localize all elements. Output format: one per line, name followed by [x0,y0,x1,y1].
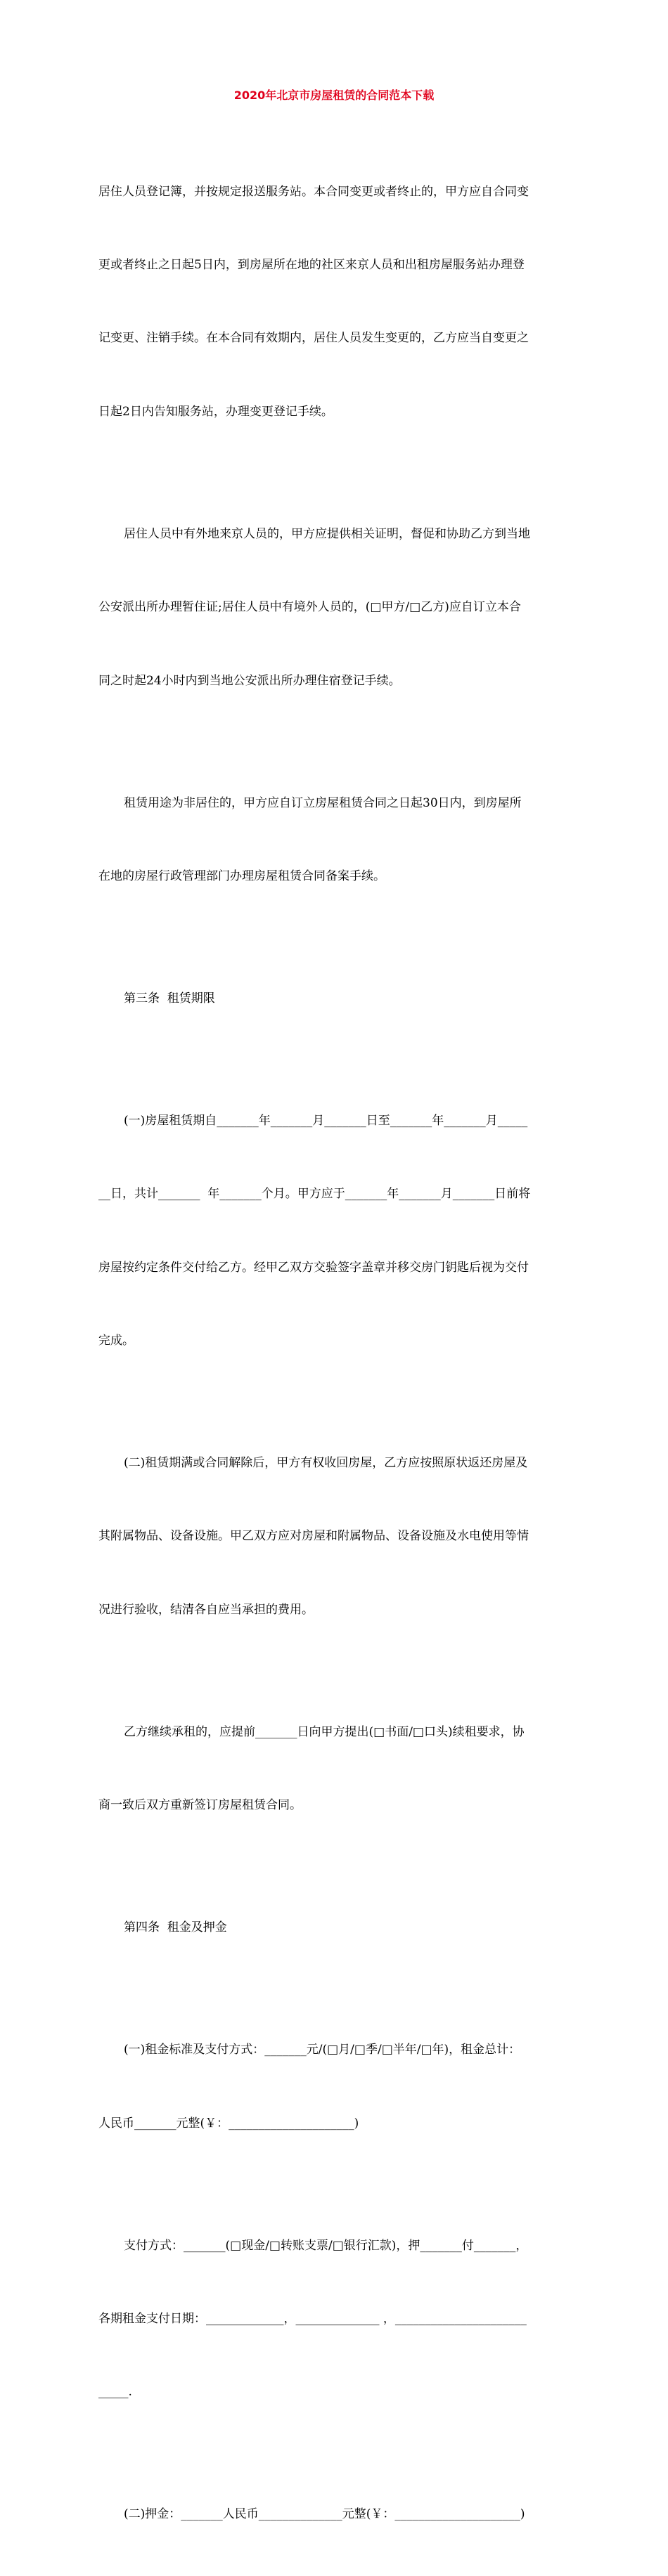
text-line: 公安派出所办理暂住证;居住人员中有境外人员的，(□甲方/□乙方)应自订立本合 [98,600,521,615]
section-heading [98,937,577,1060]
text-line: 完成。 [98,1334,134,1348]
paragraph [98,2185,577,2454]
text-line: 同之时起24小时内到当地公安派出所办理住宿登记手续。 [98,673,401,688]
paragraph [98,473,577,742]
text-line: (二)押金：_______人民币______________元整(￥：_____________________) [124,2507,525,2522]
text-line: 在地的房屋行政管理部门办理房屋租赁合同备案手续。 [98,869,385,883]
text-line: 各期租金支付日期：_____________，______________ ，______________________ [98,2311,527,2326]
text-line: __日，共计_______ 年_______个月。甲方应于_______年_______月_______日前将 [98,1187,531,1202]
section-heading [98,1867,577,1989]
text-line: 居住人员登记簿，并按规定报送服务站。本合同变更或者终止的，甲方应自合同变 [98,184,529,199]
text-line: 商一致后双方重新签订房屋租赁合同。 [98,1798,302,1813]
text-line: (二)租赁期满或合同解除后，甲方有权收回房屋，乙方应按照原状返还房屋及 [124,1456,528,1471]
text-line: 其附属物品、设备设施。甲乙双方应对房屋和附属物品、设备设施及水电使用等情 [98,1529,529,1544]
text-line: 况进行验收，结清各自应当承担的费用。 [98,1602,314,1617]
text-line: 房屋按约定条件交付给乙方。经甲乙双方交验签字盖章并移交房门钥匙后视为交付 [98,1260,529,1275]
text-line: _____. [98,2385,132,2400]
text-line: (一)房屋租赁期自_______年_______月_______日至_______年_______月_____ [124,1113,528,1128]
paragraph [98,1989,577,2185]
section-heading-text: 第四条 租金及押金 [124,1920,227,1935]
paragraph [98,131,577,473]
text-line: 人民币_______元整(￥：_____________________) [98,2116,359,2131]
text-line: 乙方继续承租的，应提前_______日向甲方提出(□书面/□口头)续租要求，协 [124,1724,525,1739]
section-heading-text: 第三条 租赁期限 [124,991,215,1006]
text-line: 日起2日内告知服务站，办理变更登记手续。 [98,404,333,419]
text-line: 居住人员中有外地来京人员的，甲方应提供相关证明，督促和协助乙方到当地 [124,526,530,541]
paragraph [98,1402,577,1671]
paragraph [98,1060,577,1402]
text-line: (一)租金标准及支付方式：_______元/(□月/□季/□半年/□年)，租金总计： [124,2043,521,2057]
document-body [98,131,577,2576]
text-line: 支付方式：_______(□现金/□转账支票/□银行汇款)，押_______付_______， [124,2238,528,2253]
paragraph [98,2454,577,2576]
text-line: 更或者终止之日起5日内，到房屋所在地的社区来京人员和出租房屋服务站办理登 [98,257,525,272]
text-line: 租赁用途为非居住的，甲方应自订立房屋租赁合同之日起30日内，到房屋所 [124,795,522,810]
paragraph [98,1671,577,1866]
text-line: 记变更、注销手续。在本合同有效期内，居住人员发生变更的，乙方应当自变更之 [98,331,529,346]
paragraph [98,742,577,937]
document-title: 2020年北京市房屋租赁的合同范本下载 [233,89,435,102]
